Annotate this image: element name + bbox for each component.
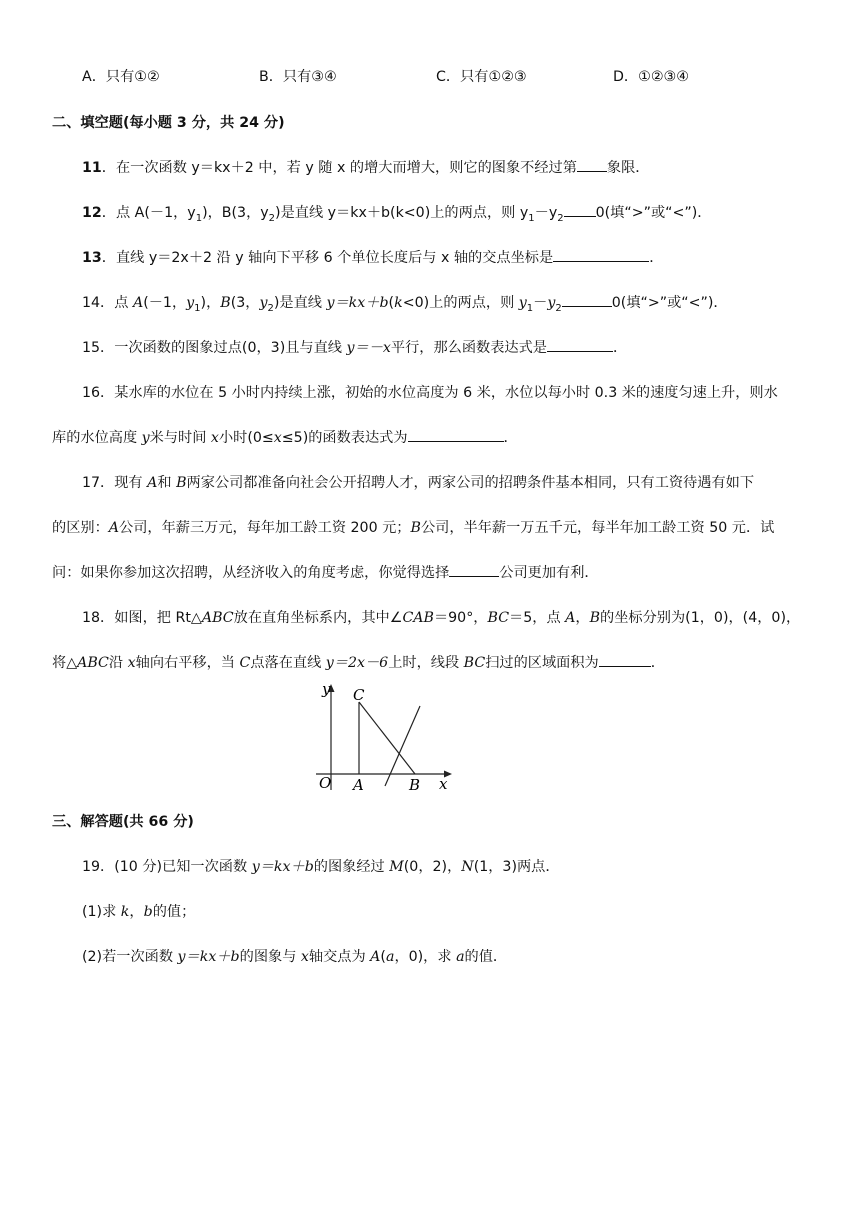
question-text: 17．现有 — [82, 475, 148, 491]
question-text: (1)求 — [82, 904, 121, 920]
variable: x — [273, 430, 282, 446]
question-text: 轴交点为 — [308, 949, 371, 965]
variable: M — [389, 859, 404, 875]
question-19-part-1 — [82, 901, 195, 921]
equation: y＝kx＋b — [326, 295, 389, 311]
question-text: ． — [612, 340, 628, 356]
equation: y＝kx＋b — [177, 949, 240, 965]
question-text: 的区别： — [52, 520, 109, 536]
question-text: ．直线 y＝2x＋2 沿 y 轴向下平移 6 个单位长度后与 x 轴的交点坐标是 — [101, 250, 554, 266]
equation: y＝2x－6 — [325, 655, 389, 671]
question-text: <0)上的两点，则 — [402, 295, 519, 311]
label-x: x — [439, 775, 448, 793]
variable: k — [394, 295, 403, 311]
question-text: (3， — [230, 295, 260, 311]
question-text: (－1， — [143, 295, 187, 311]
variable: BC — [463, 655, 486, 671]
question-17-line-3 — [52, 562, 599, 582]
label-c: C — [353, 686, 365, 704]
subscript: 2 — [267, 302, 274, 314]
label-a: A — [353, 776, 364, 794]
section-heading-solutions: 三、解答题(共 66 分) — [52, 814, 194, 830]
question-text: 象限． — [606, 160, 650, 176]
question-text: 米与时间 — [149, 430, 211, 446]
question-text: (2)若一次函数 — [82, 949, 178, 965]
option-b: B．只有③④ — [259, 69, 337, 85]
question-text: ＝90°， — [433, 610, 488, 626]
variable: y — [547, 295, 556, 311]
variable: B — [589, 610, 601, 626]
question-text: 公司，年薪三万元，每年加工龄工资 200 元； — [119, 520, 411, 536]
answer-blank — [577, 157, 607, 172]
subscript: 2 — [557, 212, 564, 224]
question-text: 的图象与 — [239, 949, 301, 965]
question-text: 15．一次函数的图象过点(0，3)且与直线 — [82, 340, 347, 356]
question-text: 0(填“>”或“<”)． — [611, 295, 728, 311]
question-text: 18．如图，把 Rt△ — [82, 610, 202, 626]
variable: B — [176, 475, 187, 491]
question-text: ． — [649, 250, 664, 266]
question-text: 上时，线段 — [388, 655, 464, 671]
question-text: －y — [534, 205, 558, 221]
equation: y＝kx＋b — [251, 859, 314, 875]
question-text: 库的水位高度 — [52, 430, 142, 446]
subscript: 1 — [194, 302, 201, 314]
label-y: y — [322, 680, 331, 698]
question-text: ． — [503, 430, 518, 446]
variable: x — [127, 655, 136, 671]
question-17-line-1 — [82, 472, 754, 492]
subscript: 1 — [528, 212, 535, 224]
subscript: 1 — [195, 212, 203, 224]
subscript: 1 — [526, 302, 534, 314]
question-15 — [82, 337, 627, 357]
question-text: ， — [129, 904, 144, 920]
question-number: 12 — [82, 205, 102, 221]
question-text: 沿 — [108, 655, 128, 671]
variable: y — [186, 295, 195, 311]
question-text: 放在直角坐标系内，其中∠ — [233, 610, 403, 626]
variable: y — [518, 295, 527, 311]
variable: A — [132, 295, 144, 311]
variable: B — [410, 520, 421, 536]
question-text: )是直线 — [273, 295, 327, 311]
coordinate-figure — [312, 680, 460, 796]
label-o: O — [319, 774, 332, 792]
question-text: )是直线 y＝kx＋b(k<0)上的两点，则 y — [275, 205, 529, 221]
question-text: ．点 A(－1，y — [101, 205, 196, 221]
subscript: 2 — [268, 212, 276, 224]
variable: A — [108, 520, 120, 536]
question-18-line-2 — [52, 652, 665, 672]
question-text: 扫过的区域面积为 — [485, 655, 599, 671]
question-text: ． — [650, 655, 665, 671]
question-text: (1，3)两点． — [473, 859, 560, 875]
question-19-part-2 — [82, 946, 507, 966]
answer-blank — [547, 337, 613, 352]
option-a: A．只有①② — [82, 69, 160, 85]
question-number: 11 — [82, 160, 102, 176]
question-text: ．在一次函数 y＝kx＋2 中，若 y 随 x 的增大而增大，则它的图象不经过第 — [101, 160, 577, 176]
variable: a — [456, 949, 465, 965]
answer-blank — [553, 247, 649, 262]
question-text: 0(填“>”或“<”)． — [595, 205, 712, 221]
question-18-line-1 — [82, 607, 800, 627]
question-19 — [82, 856, 560, 876]
question-text: 的坐标分别为(1，0)，(4，0)， — [600, 610, 801, 626]
variable: A — [565, 610, 576, 626]
question-text: 19．(10 分)已知一次函数 — [82, 859, 252, 875]
question-11 — [82, 157, 649, 177]
answer-blank — [449, 562, 499, 577]
question-text: ，0)，求 — [394, 949, 457, 965]
question-16-line-2 — [52, 427, 518, 447]
variable: x — [300, 949, 309, 965]
answer-blank — [562, 292, 612, 307]
question-text: 平行，那么函数表达式是 — [390, 340, 547, 356]
equation: y＝－x — [346, 340, 391, 356]
question-text: ＝5，点 — [509, 610, 566, 626]
question-text: ， — [575, 610, 590, 626]
question-text: ( — [380, 949, 386, 965]
section-heading-fill-in: 二、填空题(每小题 3 分，共 24 分) — [52, 115, 285, 131]
question-13 — [82, 247, 663, 267]
question-14 — [82, 292, 728, 314]
question-text: 点落在直线 — [250, 655, 326, 671]
question-text: 将△ — [52, 655, 78, 671]
variable: CAB — [402, 610, 434, 626]
question-text: 的值； — [152, 904, 196, 920]
question-text: (0，2)， — [403, 859, 462, 875]
option-d: D．①②③④ — [613, 69, 689, 85]
question-text: 的值． — [464, 949, 508, 965]
question-number: 13 — [82, 250, 102, 266]
question-12 — [82, 202, 711, 224]
question-text: 14．点 — [82, 295, 133, 311]
variable: k — [120, 904, 130, 920]
variable: x — [210, 430, 219, 446]
answer-blank — [408, 427, 504, 442]
question-text: 小时(0≤ — [218, 430, 274, 446]
question-text: － — [533, 295, 548, 311]
question-text: 问：如果你参加这次招聘，从经济收入的角度考虑，你觉得选择 — [52, 565, 450, 581]
variable: C — [239, 655, 251, 671]
answer-blank — [564, 202, 596, 217]
variable: N — [461, 859, 474, 875]
variable: a — [385, 949, 395, 965]
variable: b — [143, 904, 153, 920]
variable: ABC — [201, 610, 234, 626]
variable: ABC — [77, 655, 109, 671]
variable: B — [220, 295, 231, 311]
question-text: 公司，半年薪一万五千元，每半年加工龄工资 50 元．试 — [420, 520, 775, 536]
variable: A — [147, 475, 158, 491]
question-16-line-1: 16．某水库的水位在 5 小时内持续上涨，初始的水位高度为 6 米，水位以每小时 0.3 米的速度匀速上升，则水 — [82, 385, 778, 401]
variable: BC — [487, 610, 510, 626]
question-17-line-2 — [52, 517, 774, 537]
question-text: ≤5)的函数表达式为 — [281, 430, 408, 446]
question-text: ( — [388, 295, 395, 311]
question-text: 两家公司都准备向社会公开招聘人才，两家公司的招聘条件基本相同，只有工资待遇有如下 — [186, 475, 755, 491]
label-b: B — [409, 776, 421, 794]
variable: A — [370, 949, 381, 965]
question-text: )， — [200, 295, 221, 311]
question-text: )，B(3，y — [202, 205, 269, 221]
variable: y — [259, 295, 268, 311]
option-c: C．只有①②③ — [436, 69, 527, 85]
question-text: 公司更加有利． — [499, 565, 599, 581]
answer-blank — [599, 652, 651, 667]
question-text: 轴向右平移，当 — [135, 655, 240, 671]
question-text: 和 — [157, 475, 177, 491]
variable: y — [141, 430, 150, 446]
question-text: 的图象经过 — [313, 859, 390, 875]
subscript: 2 — [555, 302, 562, 314]
